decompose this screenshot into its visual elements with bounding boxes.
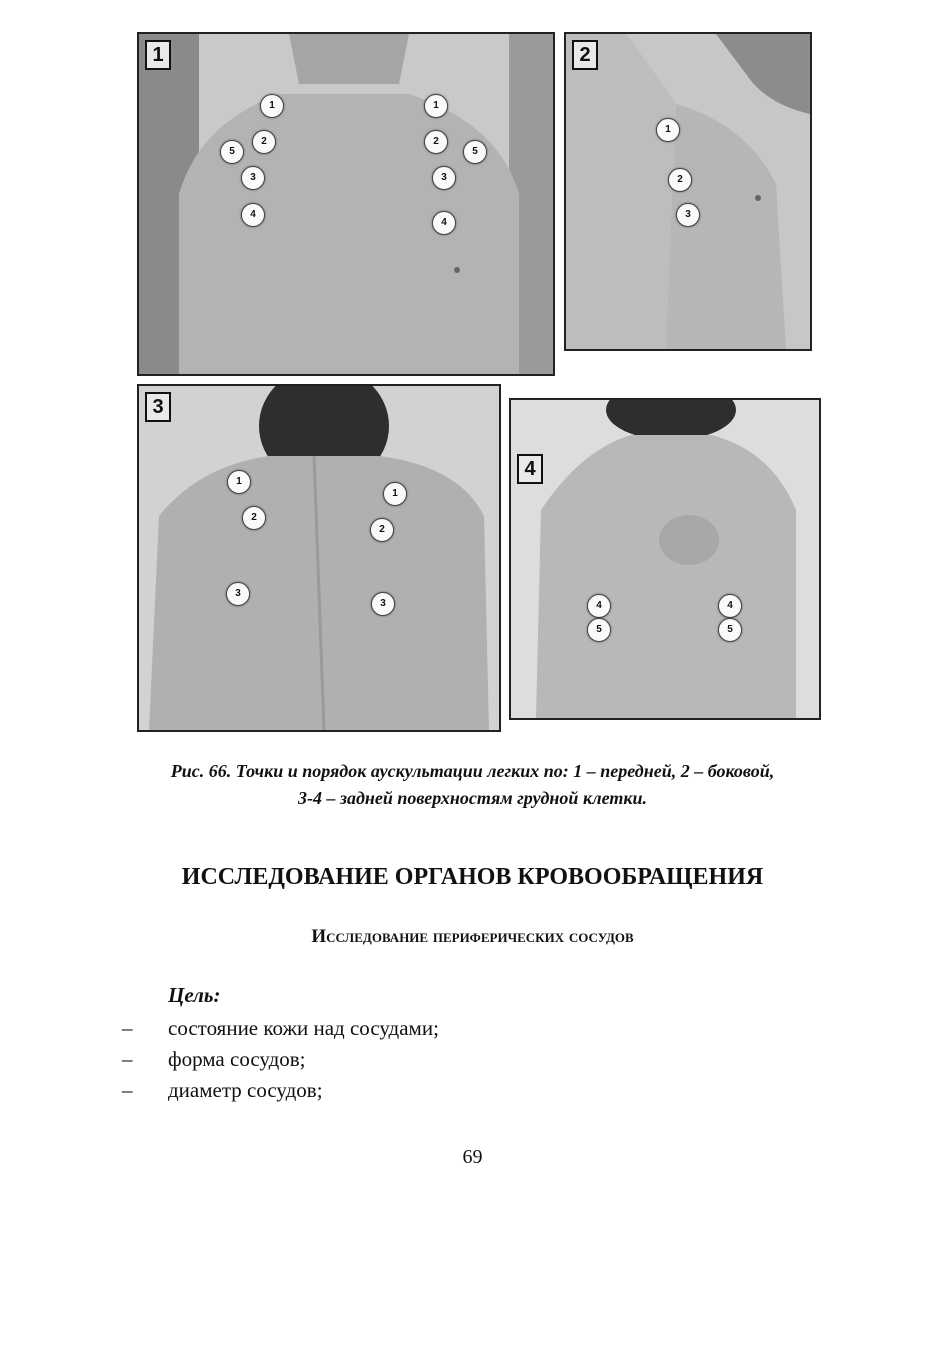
figure-caption: [100, 758, 845, 812]
subsection-title: Исследование периферических сосудов: [311, 926, 634, 947]
auscultation-point: 3: [226, 582, 250, 606]
goal-label: Цель:: [168, 983, 221, 1007]
section-title: ИССЛЕДОВАНИЕ ОРГАНОВ КРОВООБРАЩЕНИЯ: [181, 864, 764, 890]
auscultation-point: 1: [424, 94, 448, 118]
list-item-text: состояние кожи над сосудами;: [168, 1016, 439, 1040]
auscultation-point: 1: [227, 470, 251, 494]
photo-panel-1: [137, 32, 555, 376]
list-dash: –: [122, 1047, 133, 1071]
lateral-chest-illustration: [566, 34, 810, 349]
panel-label-2: 2: [572, 40, 598, 70]
panel-label-4: 4: [517, 454, 543, 484]
list-item-text: диаметр сосудов;: [168, 1078, 323, 1102]
anterior-chest-illustration: [139, 34, 553, 374]
list-dash: –: [122, 1016, 133, 1040]
auscultation-point: 5: [587, 618, 611, 642]
panel-label-1: 1: [145, 40, 171, 70]
caption-line-1: Рис. 66. Точки и порядок аускультации легких по: 1 – передней, 2 – боковой,: [170, 761, 775, 781]
list-dash: –: [122, 1078, 133, 1102]
auscultation-point: 5: [463, 140, 487, 164]
auscultation-point: 1: [383, 482, 407, 506]
auscultation-point: 4: [718, 594, 742, 618]
posterior-chest-lower-illustration: [511, 400, 819, 718]
photo-panel-2: [564, 32, 812, 351]
auscultation-point: 1: [260, 94, 284, 118]
page-number: 69: [462, 1146, 483, 1168]
auscultation-point: 3: [676, 203, 700, 227]
auscultation-point: 2: [424, 130, 448, 154]
auscultation-point: 2: [668, 168, 692, 192]
panel-label-3: 3: [145, 392, 171, 422]
auscultation-point: 3: [371, 592, 395, 616]
auscultation-point: 4: [432, 211, 456, 235]
auscultation-point: 2: [242, 506, 266, 530]
posterior-chest-upper-illustration: [139, 386, 499, 730]
auscultation-point: 1: [656, 118, 680, 142]
auscultation-point: 3: [432, 166, 456, 190]
photo-panel-3: [137, 384, 501, 732]
list-item-text: форма сосудов;: [168, 1047, 306, 1071]
auscultation-point: 2: [370, 518, 394, 542]
auscultation-point: 3: [241, 166, 265, 190]
auscultation-point: 2: [252, 130, 276, 154]
auscultation-point: 5: [718, 618, 742, 642]
photo-panel-4: [509, 398, 821, 720]
auscultation-point: 5: [220, 140, 244, 164]
auscultation-point: 4: [587, 594, 611, 618]
caption-line-2: 3-4 – задней поверхностям грудной клетки.: [297, 788, 648, 808]
auscultation-point: 4: [241, 203, 265, 227]
